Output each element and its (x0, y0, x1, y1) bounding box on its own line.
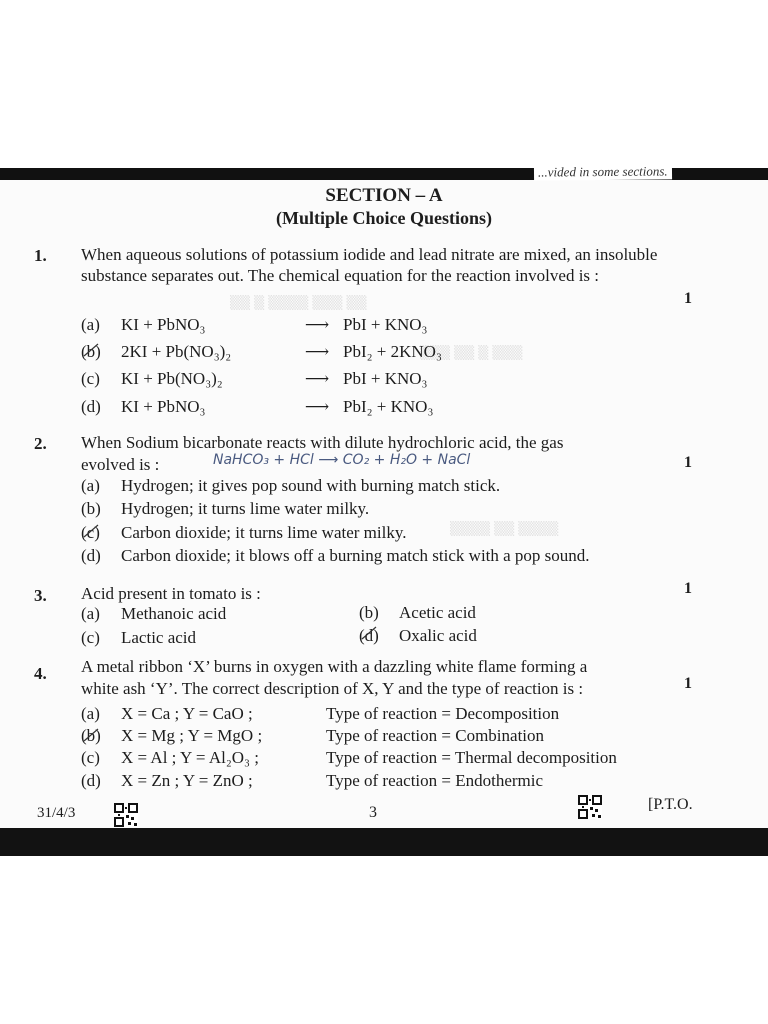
page-number: 3 (369, 804, 377, 821)
arrow-icon: ⟶ (304, 315, 330, 334)
option-row (81, 546, 590, 566)
option-xy: X = Ca ; Y = CaO ; (121, 704, 253, 723)
option-row (81, 726, 544, 746)
option-row (81, 499, 369, 519)
question-number: 3. (34, 586, 47, 605)
option-row (81, 604, 226, 624)
question-text-line: When Sodium bicarbonate reacts with dilute hydrochloric acid, the gas (81, 433, 564, 452)
pen-tick-mark (82, 726, 100, 744)
option-text: Methanoic acid (121, 604, 227, 623)
option-label: (c) (81, 523, 100, 542)
option-type: Type of reaction = Combination (326, 726, 545, 745)
option-row (81, 523, 407, 543)
option-row (81, 397, 433, 417)
qr-code-icon (578, 795, 602, 819)
option-row (81, 628, 196, 648)
option-row (81, 704, 559, 724)
option-type: Type of reaction = Thermal decomposition (326, 748, 617, 767)
question-number: 2. (34, 434, 47, 453)
option-label: (a) (81, 604, 100, 623)
question-text: When aqueous solutions of potassium iodide and lead nitrate are mixed, an insoluble substance separates out. The chemical equation for the reaction involved is : (81, 245, 658, 285)
option-type: Type of reaction = Decomposition (326, 704, 560, 723)
paper-code: 31/4/3 (37, 805, 76, 821)
equation-lhs: 2KI + Pb(NO₃)₂ (121, 342, 232, 361)
question-text-line: evolved is : (81, 455, 160, 474)
option-row (81, 342, 442, 362)
equation-lhs: KI + PbNO₃ (121, 397, 206, 416)
option-text: Oxalic acid (399, 626, 477, 645)
option-text: Lactic acid (121, 628, 197, 647)
option-xy: X = Mg ; Y = MgO ; (121, 726, 263, 745)
option-label: (b) (359, 603, 379, 622)
equation-lhs: KI + PbNO₃ (121, 315, 206, 334)
pen-tick-mark (82, 522, 100, 540)
option-text: Hydrogen; it gives pop sound with burning match stick. (121, 476, 501, 495)
option-text: Carbon dioxide; it blows off a burning match stick with a pop sound. (121, 546, 590, 565)
option-label: (a) (81, 704, 100, 723)
handwritten-annotation: NaHCO₃ + HCl ⟶ CO₂ + H₂O + NaCl (213, 452, 471, 468)
option-label: (b) (81, 726, 101, 745)
bleed-through: ▒▒ ▒ ▒▒▒▒ ▒▒▒ ▒▒ (230, 296, 367, 311)
equation-lhs: KI + Pb(NO₃)₂ (121, 369, 223, 388)
pen-tick-mark (360, 624, 378, 642)
question-marks: 1 (684, 290, 692, 307)
equation-rhs: PbI + KNO₃ (343, 369, 428, 388)
option-row (81, 315, 427, 335)
option-label: (a) (81, 315, 100, 334)
question-number: 4. (34, 664, 47, 683)
option-text: Carbon dioxide; it turns lime water milky. (121, 523, 407, 542)
equation-rhs: PbI₂ + KNO₃ (343, 397, 434, 416)
option-row (81, 748, 617, 768)
option-label: (d) (81, 546, 101, 565)
question-text: Acid present in tomato is : (81, 584, 261, 603)
question-text-line: white ash ‘Y’. The correct description of X, Y and the type of reaction is : (81, 679, 584, 698)
section-title: SECTION – A (325, 185, 443, 206)
option-row (81, 771, 543, 791)
option-label: (b) (81, 342, 101, 361)
option-label: (c) (81, 369, 100, 388)
question-marks: 1 (684, 675, 692, 692)
option-row (81, 476, 500, 496)
question-marks: 1 (684, 454, 692, 471)
section-subtitle: (Multiple Choice Questions) (276, 208, 492, 228)
option-label: (b) (81, 499, 101, 518)
option-label: (c) (81, 628, 100, 647)
arrow-icon: ⟶ (304, 342, 330, 361)
qr-code-icon (114, 803, 138, 827)
question-text-line: A metal ribbon ‘X’ burns in oxygen with a dazzling white flame forming a (81, 657, 588, 676)
equation-rhs: PbI₂ + 2KNO₃ (343, 342, 442, 361)
option-row (81, 369, 427, 389)
option-label: (d) (359, 626, 379, 645)
option-row (359, 603, 476, 623)
top-note: ...vided in some sections. (534, 163, 672, 180)
option-label: (d) (81, 397, 101, 416)
option-label: (c) (81, 748, 100, 767)
option-label: (a) (81, 476, 100, 495)
pto-label: [P.T.O. (648, 796, 693, 813)
pen-tick-mark (82, 341, 100, 359)
arrow-icon: ⟶ (304, 397, 330, 416)
question-marks: 1 (684, 580, 692, 597)
bottom-scan-edge (0, 828, 768, 856)
option-type: Type of reaction = Endothermic (326, 771, 544, 790)
option-label: (d) (81, 771, 101, 790)
option-text: Hydrogen; it turns lime water milky. (121, 499, 370, 518)
option-xy: X = Al ; Y = Al₂O₃ ; (121, 748, 259, 767)
bleed-through: ▒▒▒▒ ▒▒ ▒▒▒▒ (450, 522, 559, 537)
question-number: 1. (34, 246, 47, 265)
option-xy: X = Zn ; Y = ZnO ; (121, 771, 253, 790)
equation-rhs: PbI + KNO₃ (343, 315, 428, 334)
option-text: Acetic acid (399, 603, 476, 622)
bleed-through: ▒▒▒ ▒▒ ▒ ▒▒▒ (420, 346, 523, 361)
arrow-icon: ⟶ (304, 369, 330, 388)
